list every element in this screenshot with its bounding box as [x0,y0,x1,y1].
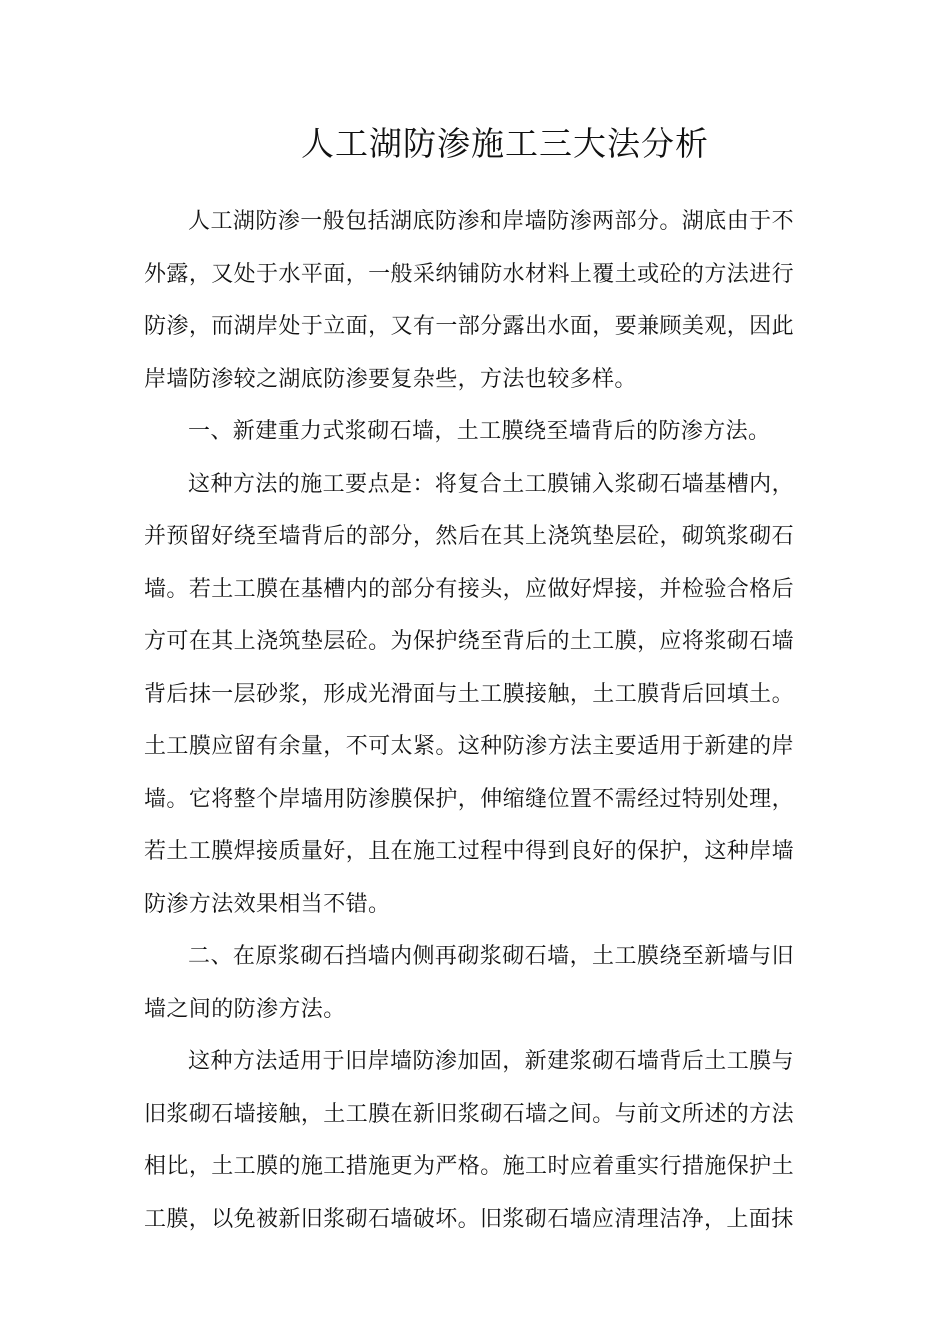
paragraph-method-1-details: 这种方法的施工要点是：将复合土工膜铺入浆砌石墙基槽内，并预留好绕至墙背后的部分，然后在其上浇筑垫层砼，砌筑浆砌石墙。若土工膜在基槽内的部分有接头，应做好焊接，并检验合格后方可在其上浇筑垫层砼。为保护绕至背后的土工膜，应将浆砌石墙背后抹一层砂浆，形成光滑面与土工膜接触，土工膜背后回填土。土工膜应留有余量，不可太紧。这种防渗方法主要适用于新建的岸墙。它将整个岸墙用防渗膜保护，伸缩缝位置不需经过特别处理，若土工膜焊接质量好，且在施工过程中得到良好的保护，这种岸墙防渗方法效果相当不错。 [144,471,794,917]
paragraph-method-2-details: 这种方法适用于旧岸墙防渗加固，新建浆砌石墙背后土工膜与旧浆砌石墙接触，土工膜在新旧浆砌石墙之间。与前文所述的方法相比，土工膜的施工措施更为严格。施工时应着重实行措施保护土工膜，以免被新旧浆砌石墙破坏。旧浆砌石墙应清理洁净，上面抹 [144,1049,794,1232]
document-body [144,196,794,1246]
paragraph-intro: 人工湖防渗一般包括湖底防渗和岸墙防渗两部分。湖底由于不外露，又处于水平面，一般采纳铺防水材料上覆土或砼的方法进行防渗，而湖岸处于立面，又有一部分露出水面，要兼顾美观，因此岸墙防渗较之湖底防渗要复杂些，方法也较多样。 [144,209,794,392]
paragraph-method-2-heading: 二、在原浆砌石挡墙内侧再砌浆砌石墙，土工膜绕至新墙与旧墙之间的防渗方法。 [144,944,794,1022]
paragraph-method-1-heading: 一、新建重力式浆砌石墙，土工膜绕至墙背后的防渗方法。 [188,419,771,444]
document-title: 人工湖防渗施工三大法分析 [301,124,709,163]
